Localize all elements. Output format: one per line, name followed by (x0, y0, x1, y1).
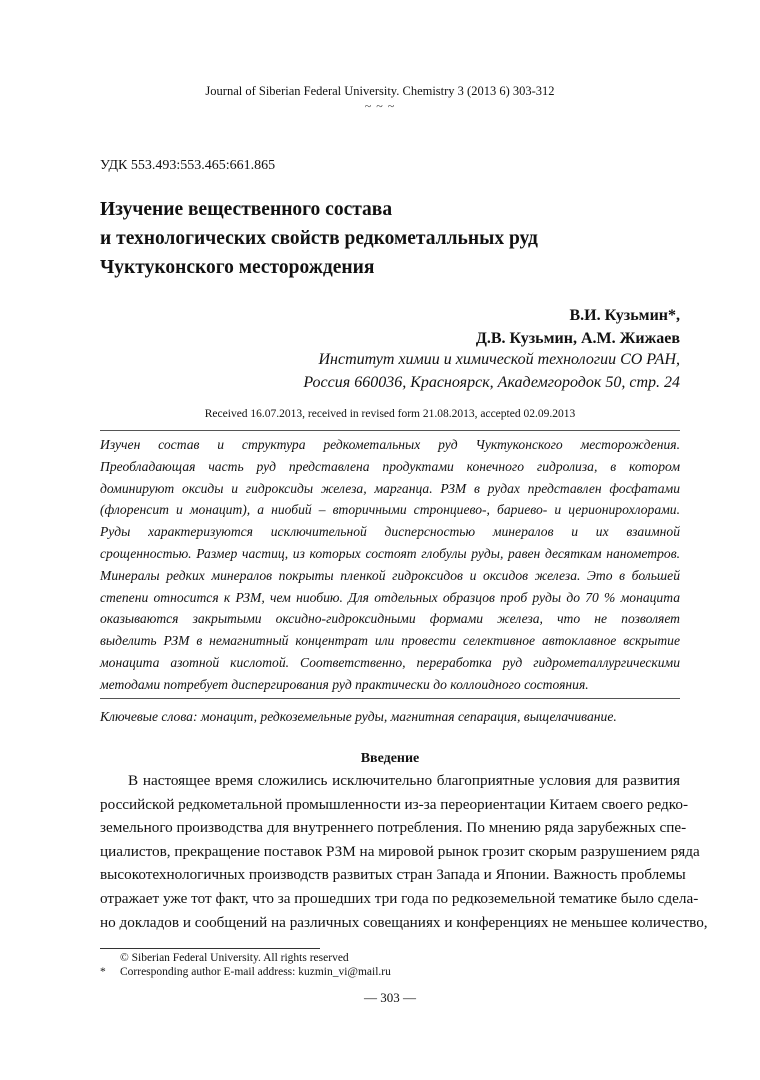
abstract-top-rule (100, 430, 680, 431)
affiliation (303, 348, 680, 394)
title-line: Чуктуконского месторождения (100, 257, 375, 278)
footnote-rule (100, 948, 320, 949)
abstract-line: методами потребует диспергирования руд практически до коллоидного состояния. (100, 676, 589, 692)
abstract-line: оказываются закрытыми оксидно-гидроксидными формами железа, что не позволяет (100, 611, 680, 627)
affiliation-line-1: Институт химии и химической технологии СО РАН, (318, 351, 680, 368)
abstract (100, 434, 680, 696)
keywords: Ключевые слова: монацит, редкоземельные руды, магнитная сепарация, выщелачивание. (100, 709, 617, 724)
abstract-line: выделить РЗМ в немагнитный концентрат или провести селективное автоклавное вскрытие (100, 633, 680, 649)
abstract-line: доминируют оксиды и гидроксиды железа, марганца. РЗМ в рудах представлен фосфатами (100, 480, 680, 496)
authors-line-2: Д.В. Кузьмин, А.М. Жижаев (475, 330, 680, 347)
abstract-line: Минералы редких минералов покрыты пленкой гидроксидов и оксидов железа. Это в большей (100, 567, 680, 583)
body-line: российской редкометальной промышленности из-за переориентации Китаем своего редко- (100, 795, 689, 813)
authors-line-1: В.И. Кузьмин*, (569, 307, 680, 324)
page-number: — 303 — (364, 990, 416, 1005)
journal-header: Journal of Siberian Federal University. Chemistry 3 (2013 6) 303-312 (205, 84, 555, 98)
corresponding-author-footnote: Corresponding author E-mail address: kuzmin_vi@mail.ru (120, 966, 391, 978)
udk-code: УДК 553.493:553.465:661.865 (100, 158, 276, 173)
header-ornament: ~ ~ ~ (364, 99, 396, 113)
abstract-line: Изучен состав и структура редкометальных руд Чуктуконского месторождения. (100, 437, 680, 452)
title-line: Изучение вещественного состава (100, 199, 393, 220)
body-line: но докладов и сообщений на различных совещаниях и конференциях не меньшее количество, (100, 913, 708, 931)
affiliation-line-2: Россия 660036, Красноярск, Академгородок 50, стр. 24 (303, 374, 680, 391)
abstract-line: Руды характеризуются исключительной дисперсностью минералов и их взаимной (100, 524, 680, 540)
abstract-line: степени относится к РЗМ, чем ниобию. Для отдельных образцов проб руды до 70 % монацита (100, 589, 680, 605)
body-line: циалистов, прекращение поставок РЗМ на мировой рынок грозит скорым разрушением ряда (100, 842, 700, 860)
body-line: высокотехнологичных производств развитых стран Запада и Японии. Важность проблемы (100, 866, 686, 884)
abstract-bottom-rule (100, 698, 680, 699)
authors (476, 304, 680, 350)
copyright-footnote: © Siberian Federal University. All rights reserved (120, 952, 349, 964)
abstract-line: (флоренсит и монацит), а ниобий – вторичными стронциево-, бариево- и церионирохлорами. (100, 502, 680, 518)
footnote-star: * (100, 966, 106, 978)
abstract-line: монацита азотной кислотой. Соответственно, переработка руд гидрометаллургическими (100, 654, 680, 670)
abstract-line: срощенностью. Размер частиц, из которых состоят глобулы руды, равен десяткам нанометров. (100, 545, 680, 561)
abstract-line: Преобладающая часть руд представлена продуктами конечного гидролиза, в котором (100, 458, 680, 474)
body-paragraph (100, 769, 708, 934)
section-heading-introduction: Введение (360, 751, 420, 766)
paper-title (100, 195, 700, 282)
received-dates: Received 16.07.2013, received in revised form 21.08.2013, accepted 02.09.2013 (204, 408, 576, 420)
body-line: В настоящее время сложились исключительно благоприятные условия для развития (128, 772, 680, 789)
body-line: отражает уже тот факт, что за прошедших три года по редкоземельной тематике было сдела- (100, 889, 699, 907)
body-line: земельного производства для внутреннего потребления. По мнению ряда зарубежных спе- (100, 819, 687, 837)
title-line: и технологических свойств редкометалльных руд (100, 228, 538, 249)
